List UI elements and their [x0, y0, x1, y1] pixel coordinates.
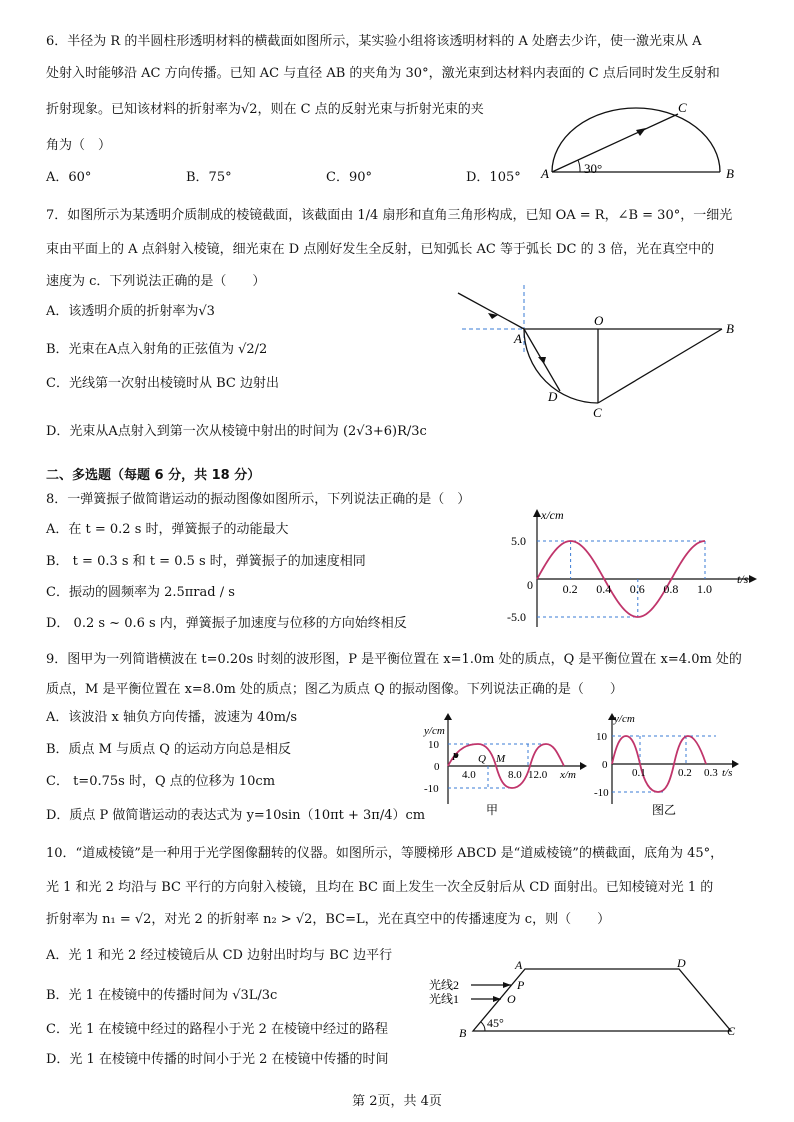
q9-yi-y-label: y/cm: [614, 713, 635, 725]
q7-edge-cb: [598, 329, 722, 403]
q9-jia-x-arrow: [580, 762, 587, 770]
q6-option-b: B．75°: [186, 170, 232, 185]
q10-label-b: B: [459, 1026, 467, 1040]
q8-option-a: A．在 t = 0.2 s 时，弹簧振子的动能最大: [46, 522, 289, 537]
q6-ray-ac: [552, 114, 678, 172]
q8-x-axis-arrow: [749, 575, 757, 583]
q9-yi-xtick-03: 0.3: [704, 767, 718, 779]
q6-semicircle-figure: [536, 96, 736, 186]
q7-option-c: C．光线第一次射出棱镜时从 BC 边射出: [46, 376, 279, 391]
q6-line2: 处射入时能够沿 AC 方向传播。已知 AC 与直径 AB 的夹角为 30°，激光束到达材料内表面的 C 点后同时发生反射和: [46, 66, 720, 81]
q8-x-tick-label: 1.0: [697, 582, 712, 596]
q6-angle-arc: [578, 160, 580, 172]
q9-yi-xtick-01: 0.1: [632, 767, 646, 779]
q10-label-p: P: [517, 978, 525, 992]
q9-label-q: Q: [478, 753, 486, 765]
q10-line2: 光 1 和光 2 均沿与 BC 平行的方向射入棱镜，且均在 BC 面上发生一次全反射后从 CD 面射出。已知棱镜对光 1 的: [46, 880, 714, 895]
q9-jia-y-arrow: [444, 713, 452, 720]
q7-option-b: B．光束在A点入射角的正弦值为 √2/2: [46, 342, 268, 357]
q10-option-a: A．光 1 和光 2 经过棱镜后从 CD 边射出时均与 BC 边平行: [46, 948, 393, 963]
q9-jia-x-label: x/m: [560, 769, 576, 781]
q9-jia-ytick-neg10: -10: [424, 783, 439, 795]
section-multiple-choice-title: 二、多选题（每题 6 分，共 18 分）: [46, 468, 261, 483]
q9-option-c: C． t=0.75s 时，Q 点的位移为 10cm: [46, 774, 276, 789]
q6-line4: 角为（ ）: [46, 138, 112, 153]
q6-arc: [552, 108, 720, 172]
q9-option-b: B．质点 M 与质点 Q 的运动方向总是相反: [46, 742, 292, 757]
q7-line2: 束由平面上的 A 点斜射入棱镜，细光束在 D 点刚好发生全反射，已知弧长 AC 等于弧长 DC 的 3 倍，光在真空中的: [46, 242, 715, 257]
q10-label-ray2: 光线2: [429, 978, 460, 992]
q6-option-c: C．90°: [326, 170, 372, 185]
q9-line1: 9．图甲为一列简谐横波在 t=0.20s 时刻的波形图，P 是平衡位置在 x=1.0m 处的质点，Q 是平衡位置在 x=4.0m 处的: [46, 652, 742, 667]
q8-option-d: D． 0.2 s ~ 0.6 s 内，弹簧振子加速度与位移的方向始终相反: [46, 616, 407, 631]
q9-jia-xtick-12: 12.0: [528, 769, 548, 781]
q9-jia-ytick-0: 0: [434, 761, 440, 773]
q10-label-a: A: [515, 958, 523, 972]
q8-x-tick-label: 0.2: [562, 582, 578, 596]
q7-line3: 速度为 c．下列说法正确的是（ ）: [46, 274, 266, 289]
q10-option-d: D．光 1 在棱镜中传播的时间小于光 2 在棱镜中传播的时间: [46, 1052, 389, 1067]
q8-option-c: C．振动的圆频率为 2.5πrad / s: [46, 585, 235, 600]
q10-label-angle: 45°: [487, 1016, 504, 1030]
q10-ray-1-arrow: [493, 996, 501, 1002]
q9-label-p: P: [452, 751, 459, 763]
q7-option-d: D．光束从A点射入到第一次从棱镜中射出的时间为 (2√3+6)R/3c: [46, 424, 427, 439]
q8-y-tick-labels: [507, 534, 526, 624]
q9-line2: 质点，M 是平衡位置在 x=8.0m 处的质点；图乙为质点 Q 的振动图像。下列说法正确的是（ ）: [46, 682, 623, 697]
q8-x-tick-labels: [563, 582, 712, 596]
q8-x-tick-label: 0.6: [629, 582, 645, 596]
q6-option-a: A．60°: [46, 170, 92, 185]
q10-label-c: C: [727, 1024, 736, 1038]
page-footer: 第 2页，共 4页: [352, 1094, 442, 1109]
q9-option-a: A．该波沿 x 轴负方向传播，波速为 40m/s: [46, 710, 298, 725]
q7-refracted-arrow: [538, 357, 546, 364]
q10-line3: 折射率为 n₁ = √2，对光 2 的折射率 n₂ > √2，BC=L，光在真空中的传播速度为 c，则（ ）: [46, 912, 611, 927]
q9-yi-x-arrow: [732, 760, 739, 768]
q9-label-m: M: [496, 753, 506, 765]
q6-line1: 6．半径为 R 的半圆柱形透明材料的横截面如图所示，某实验小组将该透明材料的 A 处磨去少许，使一激光束从 A: [46, 34, 702, 49]
q10-label-o: O: [507, 992, 516, 1006]
q8-option-b: B． t = 0.3 s 和 t = 0.5 s 时，弹簧振子的加速度相同: [46, 554, 366, 569]
q6-option-d: D．105°: [466, 170, 521, 185]
q6-label-b: B: [726, 166, 734, 181]
q10-option-c: C．光 1 在棱镜中经过的路程小于光 2 在棱镜中经过的路程: [46, 1022, 389, 1037]
q8-line1: 8．一弹簧振子做简谐运动的振动图像如图所示，下列说法正确的是（ ）: [46, 492, 471, 507]
q8-x-tick-label: 0.4: [596, 582, 612, 596]
q9-jia-caption: 甲: [486, 803, 499, 817]
q6-ray-arrow: [636, 128, 646, 136]
q10-dove-prism-figure: [425, 955, 755, 1040]
q8-x-tick-label: 0.8: [663, 582, 679, 596]
q8-y-tick-label: -5.0: [507, 610, 526, 624]
q8-y-axis-arrow: [533, 509, 541, 517]
q9-yi-ytick-0: 0: [602, 759, 608, 771]
q7-prism-figure: [450, 285, 750, 420]
q7-label-o: O: [594, 313, 604, 328]
q10-angle-arc: [481, 1022, 485, 1031]
q9-yi-x-label: t/s: [722, 767, 733, 779]
q9-yi-caption: 图乙: [652, 803, 677, 817]
q9-jia-ytick-10: 10: [428, 739, 439, 751]
q7-arc-ac: [524, 329, 598, 403]
q10-line1: 10．“道威棱镜”是一种用于光学图像翻转的仪器。如图所示，等腰梯形 ABCD 是“道威棱镜”的横截面，底角为 45°，: [46, 846, 724, 861]
q6-line3: 折射现象。已知该材料的折射率为√2，则在 C 点的反射光束与折射光束的夹: [46, 102, 484, 117]
q7-line1: 7．如图所示为某透明介质制成的棱镜截面，该截面由 1/4 扇形和直角三角形构成，已知 OA = R，∠B = 30°，一细光: [46, 208, 733, 223]
q10-option-b: B．光 1 在棱镜中的传播时间为 √3L/3c: [46, 988, 278, 1003]
q8-origin-label: 0: [527, 578, 533, 592]
q8-y-axis-label: x/cm: [541, 508, 564, 522]
q9-yi-ytick-neg10: -10: [594, 787, 609, 799]
q9-option-d: D．质点 P 做简谐运动的表达式为 y=10sin（10πt + 3π/4）cm: [46, 808, 426, 823]
q9-yi-xtick-02: 0.2: [678, 767, 692, 779]
q7-label-d: D: [548, 389, 558, 404]
q9-jia-xtick-4: 4.0: [462, 769, 476, 781]
q9-jia-y-label: y/cm: [424, 725, 445, 737]
q7-label-b: B: [726, 321, 734, 336]
q6-label-angle: 30°: [584, 161, 603, 176]
q8-x-axis-label: t/s: [737, 572, 749, 586]
q10-label-d: D: [677, 956, 686, 970]
q9-wave-figure-jia: [420, 710, 600, 820]
q6-label-a: A: [541, 166, 549, 181]
q7-label-c: C: [593, 405, 602, 420]
q8-y-tick-label: 5.0: [511, 534, 526, 548]
q7-label-a: A: [514, 331, 522, 346]
q10-label-ray1: 光线1: [429, 992, 460, 1006]
q7-incident-ray: [458, 293, 524, 329]
q7-option-a: A．该透明介质的折射率为√3: [46, 304, 215, 319]
q9-vibration-figure-yi: [596, 712, 756, 822]
q9-yi-ytick-10: 10: [596, 731, 607, 743]
q9-jia-xtick-8: 8.0: [508, 769, 522, 781]
q8-vibration-chart: [505, 505, 760, 630]
q6-label-c: C: [678, 100, 687, 115]
